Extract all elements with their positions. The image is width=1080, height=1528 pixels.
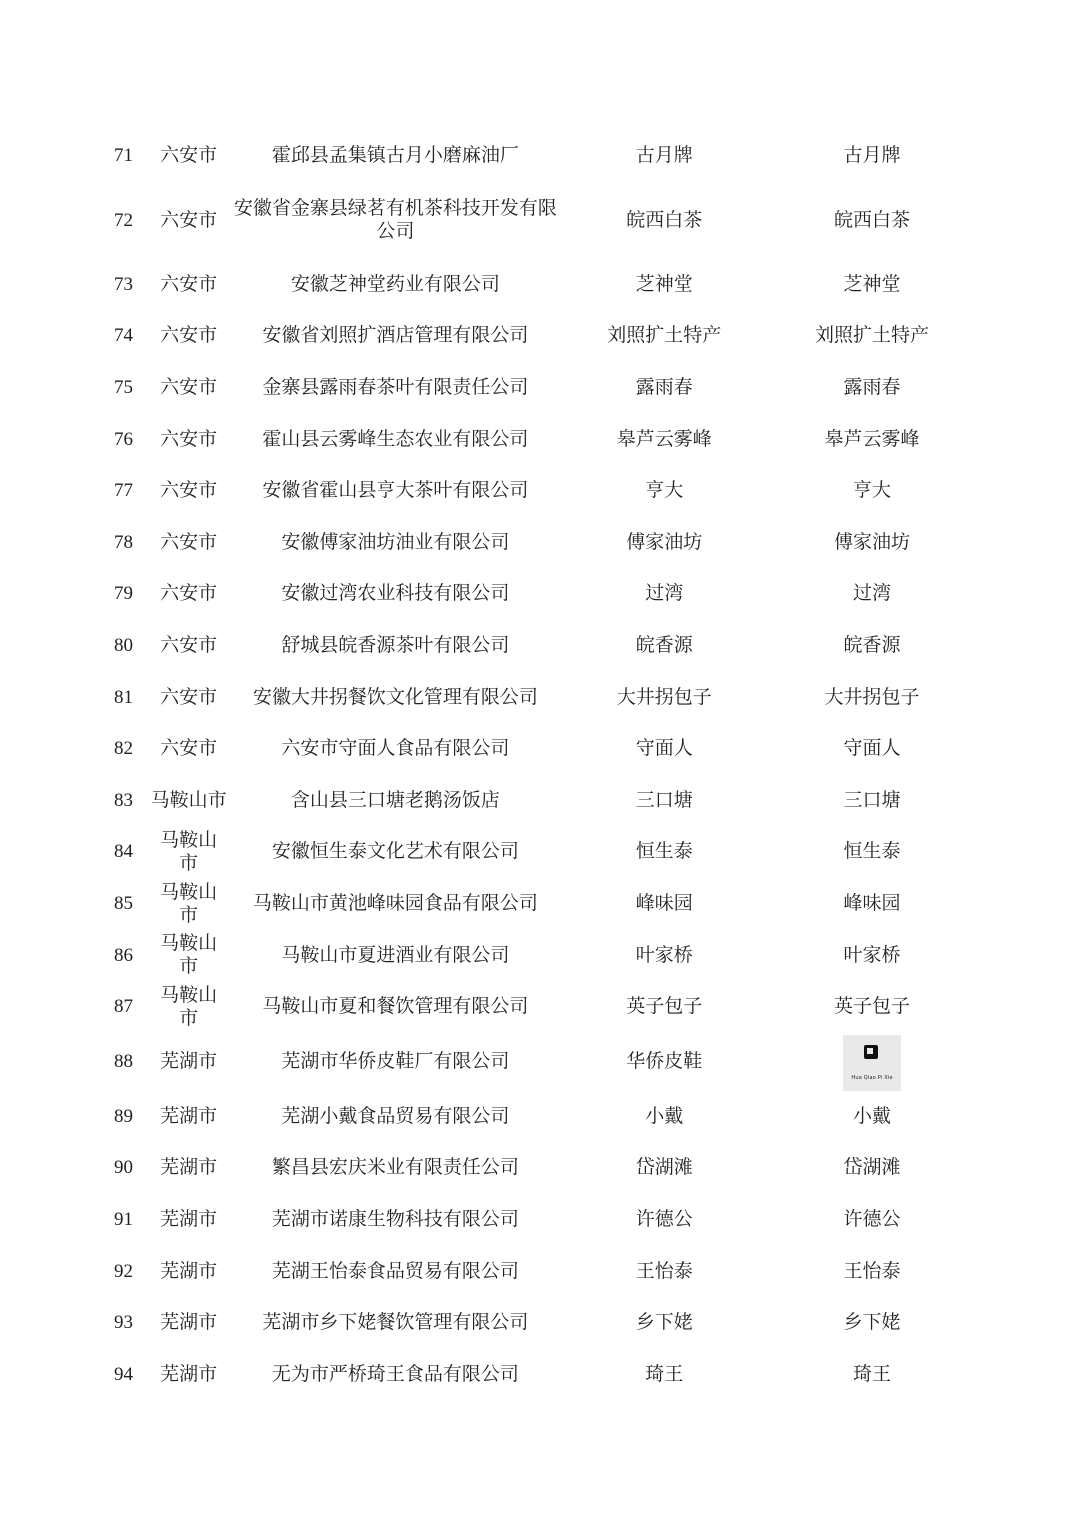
table-row (98, 413, 978, 465)
brand-name: 乡下姥 (635, 1311, 693, 1334)
company-name: 安徽恒生泰文化艺术有限公司 (271, 840, 519, 863)
table-row (98, 620, 978, 672)
city-name: 六安市 (160, 427, 218, 450)
row-number: 80 (113, 635, 133, 657)
brand-name: 华侨皮鞋 (626, 1050, 703, 1072)
city-name: 芜湖市 (160, 1207, 218, 1230)
trademark: 许德公 (843, 1207, 901, 1230)
city-cell (149, 1194, 228, 1246)
row-number: 82 (113, 738, 133, 760)
company-name: 安徽省金寨县绿茗有机茶科技开发有限公司 (233, 197, 557, 243)
company-name: 无为市严桥琦王食品有限公司 (271, 1362, 519, 1385)
city-name: 六安市 (160, 376, 218, 399)
city-cell (149, 1245, 228, 1297)
row-number: 77 (113, 480, 133, 502)
company-name: 舒城县皖香源茶叶有限公司 (281, 634, 510, 657)
brand-name: 过湾 (645, 582, 684, 605)
brand-name: 王怡泰 (635, 1259, 693, 1282)
trademark: 皖西白茶 (834, 208, 911, 231)
trademark: 大井拐包子 (824, 685, 920, 708)
city-name: 六安市 (160, 144, 218, 167)
brand-name: 亨大 (645, 479, 684, 502)
row-number: 91 (113, 1208, 133, 1230)
company-name: 含山县三口塘老鹅汤饭店 (290, 788, 500, 811)
trademark: 皋芦云雾峰 (824, 427, 920, 450)
table-row (98, 1194, 978, 1246)
table-row (98, 1091, 978, 1143)
trademark: 琦王 (853, 1362, 892, 1385)
city-cell (149, 568, 228, 620)
table-row (98, 517, 978, 569)
city-cell (149, 1348, 228, 1400)
brand-name: 峰味园 (635, 892, 693, 915)
city-name: 六安市 (160, 634, 218, 657)
row-number: 81 (113, 686, 133, 708)
city-name: 芜湖市 (160, 1156, 218, 1179)
trademark: 峰味园 (843, 892, 901, 915)
table-row (98, 1297, 978, 1349)
brand-name: 古月牌 (635, 144, 693, 167)
city-name: 六安市 (160, 479, 218, 502)
city-cell (149, 1033, 228, 1091)
trademark: 王怡泰 (843, 1259, 901, 1282)
city-cell (149, 130, 228, 182)
company-name: 芜湖市华侨皮鞋厂有限公司 (281, 1050, 510, 1072)
city-cell (149, 981, 228, 1033)
company-name: 马鞍山市夏进酒业有限公司 (281, 943, 510, 966)
company-name: 安徽芝神堂药业有限公司 (290, 272, 500, 295)
company-name: 繁昌县宏庆米业有限责任公司 (271, 1156, 519, 1179)
row-number: 76 (113, 428, 133, 450)
trademark: 三口塘 (843, 788, 901, 811)
table-row (98, 826, 978, 878)
trademark: 英子包子 (834, 995, 911, 1018)
brand-name: 叶家桥 (635, 943, 693, 966)
company-name: 安徽省刘照扩酒店管理有限公司 (262, 324, 529, 347)
city-name: 六安市 (160, 530, 218, 553)
row-number: 72 (113, 209, 133, 231)
brand-name: 芝神堂 (635, 272, 693, 295)
brand-name: 三口塘 (635, 788, 693, 811)
row-number: 79 (113, 583, 133, 605)
city-name: 马鞍山市 (160, 983, 218, 1029)
company-name: 霍山县云雾峰生态农业有限公司 (262, 427, 529, 450)
row-number: 84 (113, 841, 133, 863)
row-number: 94 (113, 1363, 133, 1385)
city-cell (149, 413, 228, 465)
row-number: 74 (113, 325, 133, 347)
table-row (98, 723, 978, 775)
city-name: 马鞍山市 (160, 880, 218, 926)
company-name: 安徽过湾农业科技有限公司 (281, 582, 510, 605)
brand-name: 皋芦云雾峰 (616, 427, 712, 450)
row-number: 75 (113, 377, 133, 399)
city-cell (149, 182, 228, 259)
company-name: 六安市守面人食品有限公司 (281, 737, 510, 760)
row-number: 92 (113, 1260, 133, 1282)
brand-name: 大井拐包子 (616, 685, 712, 708)
city-name: 马鞍山市 (150, 788, 227, 811)
city-cell (149, 620, 228, 672)
city-name: 马鞍山市 (160, 932, 218, 978)
table-row (98, 1245, 978, 1297)
brand-name: 守面人 (635, 737, 693, 760)
company-name: 安徽省霍山县亨大茶叶有限公司 (262, 479, 529, 502)
trademark: 小戴 (853, 1104, 892, 1127)
table-row (98, 259, 978, 311)
trademark: 皖香源 (843, 634, 901, 657)
company-name: 芜湖小戴食品贸易有限公司 (281, 1104, 510, 1127)
table-row (98, 182, 978, 259)
trademark (766, 1033, 978, 1091)
city-cell (149, 826, 228, 878)
city-cell (149, 1297, 228, 1349)
city-name: 芜湖市 (160, 1362, 218, 1385)
trademark: 古月牌 (843, 144, 901, 167)
row-number: 88 (113, 1051, 133, 1072)
city-name: 六安市 (160, 272, 218, 295)
table-row (98, 465, 978, 517)
brand-name: 琦王 (645, 1362, 684, 1385)
logo-wordmark: Hua Qiao Pi Xie (851, 1074, 893, 1081)
company-name: 马鞍山市夏和餐饮管理有限公司 (262, 995, 529, 1018)
city-name: 芜湖市 (160, 1050, 218, 1072)
company-name: 芜湖王怡泰食品贸易有限公司 (271, 1259, 519, 1282)
row-number: 87 (113, 996, 133, 1018)
row-number: 90 (113, 1157, 133, 1179)
row-number: 85 (113, 893, 133, 915)
city-name: 芜湖市 (160, 1311, 218, 1334)
brand-name: 皖香源 (635, 634, 693, 657)
row-number: 83 (113, 789, 133, 811)
brand-name: 刘照扩土特产 (607, 324, 722, 347)
table-row (98, 775, 978, 827)
trademark: 芝神堂 (843, 272, 901, 295)
company-name: 安徽大井拐餐饮文化管理有限公司 (252, 685, 538, 708)
row-number: 78 (113, 531, 133, 553)
city-name: 芜湖市 (160, 1259, 218, 1282)
company-name: 芜湖市诺康生物科技有限公司 (271, 1207, 519, 1230)
company-name: 马鞍山市黄池峰味园食品有限公司 (252, 892, 538, 915)
city-cell (149, 465, 228, 517)
trademark: 露雨春 (843, 376, 901, 399)
table-row (98, 1142, 978, 1194)
city-cell (149, 362, 228, 414)
trademark: 亨大 (853, 479, 892, 502)
city-name: 六安市 (160, 685, 218, 708)
company-name: 金寨县露雨春茶叶有限责任公司 (262, 376, 529, 399)
row-number: 89 (113, 1105, 133, 1127)
row-number: 86 (113, 944, 133, 966)
company-name: 安徽傅家油坊油业有限公司 (281, 530, 510, 553)
trademark-logo-image (843, 1035, 901, 1091)
city-cell (149, 723, 228, 775)
table-row (98, 929, 978, 981)
city-name: 六安市 (160, 582, 218, 605)
city-cell (149, 878, 228, 930)
city-cell (149, 775, 228, 827)
brand-name: 恒生泰 (635, 840, 693, 863)
trademark: 岱湖滩 (843, 1156, 901, 1179)
trademark: 傅家油坊 (834, 530, 911, 553)
shoe-logo-icon (864, 1045, 878, 1059)
city-name: 芜湖市 (160, 1104, 218, 1127)
city-cell (149, 671, 228, 723)
row-number: 71 (113, 145, 133, 167)
brand-name: 傅家油坊 (626, 530, 703, 553)
trademark: 过湾 (853, 582, 892, 605)
brand-name: 露雨春 (635, 376, 693, 399)
city-cell (149, 259, 228, 311)
row-number: 93 (113, 1312, 133, 1334)
city-cell (149, 517, 228, 569)
company-name: 霍邱县孟集镇古月小磨麻油厂 (271, 144, 519, 167)
table-row (98, 878, 978, 930)
city-name: 六安市 (160, 737, 218, 760)
row-number: 73 (113, 273, 133, 295)
city-name: 六安市 (160, 324, 218, 347)
trademark: 刘照扩土特产 (815, 324, 930, 347)
city-cell (149, 310, 228, 362)
trademark: 恒生泰 (843, 840, 901, 863)
city-name: 马鞍山市 (160, 828, 218, 874)
brand-list-table (98, 130, 978, 1400)
city-cell (149, 1091, 228, 1143)
brand-name: 小戴 (645, 1104, 684, 1127)
brand-name: 许德公 (635, 1207, 693, 1230)
brand-name: 岱湖滩 (635, 1156, 693, 1179)
trademark: 守面人 (843, 737, 901, 760)
table-row (98, 1033, 978, 1091)
city-name: 六安市 (160, 208, 218, 231)
table-row (98, 1348, 978, 1400)
table-row (98, 130, 978, 182)
table-row (98, 310, 978, 362)
table-row (98, 362, 978, 414)
table-row (98, 568, 978, 620)
company-name: 芜湖市乡下姥餐饮管理有限公司 (262, 1311, 529, 1334)
table-row (98, 671, 978, 723)
trademark: 叶家桥 (843, 943, 901, 966)
city-cell (149, 929, 228, 981)
brand-name: 皖西白茶 (626, 208, 703, 231)
table-row (98, 981, 978, 1033)
brand-name: 英子包子 (626, 995, 703, 1018)
city-cell (149, 1142, 228, 1194)
trademark: 乡下姥 (843, 1311, 901, 1334)
